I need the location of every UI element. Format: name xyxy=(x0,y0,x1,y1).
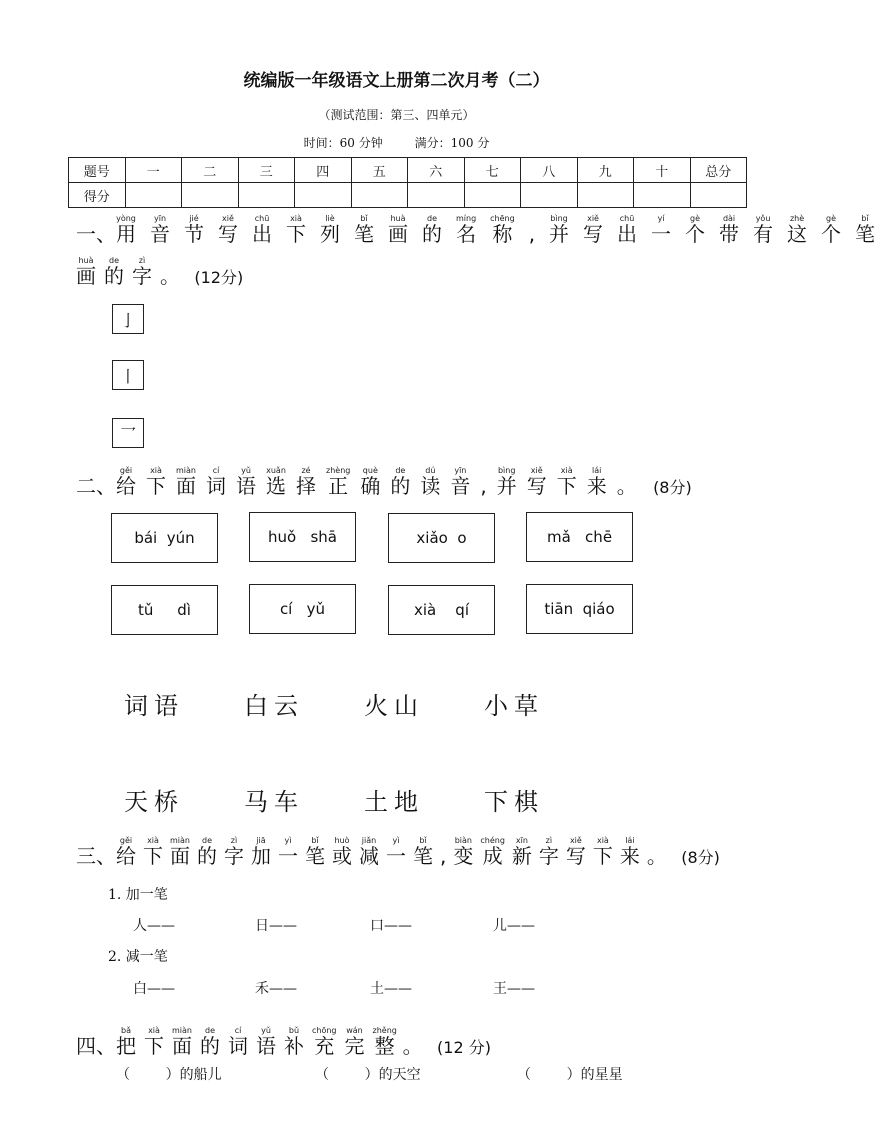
q3-sub-item[interactable]: 白—— xyxy=(133,981,175,997)
q3-add-item[interactable]: 口—— xyxy=(370,918,412,934)
pinyin-annotation: chēng xyxy=(490,214,515,223)
ruby-char: 的de xyxy=(197,836,217,868)
ruby-char: 充chōng xyxy=(312,1026,337,1058)
pinyin-annotation: de xyxy=(200,1026,220,1035)
q3-heading xyxy=(76,836,720,866)
pinyin-annotation: gè xyxy=(821,214,842,223)
q4-item[interactable]: （ ）的星星 xyxy=(517,1067,623,1083)
q4-heading xyxy=(76,1026,491,1056)
pinyin-box[interactable] xyxy=(111,513,218,563)
pinyin-annotation: bìng xyxy=(496,466,517,475)
score-table-score-row xyxy=(69,183,747,208)
pinyin-annotation: yì xyxy=(386,836,406,845)
ruby-char: 给gěi xyxy=(116,466,136,498)
stroke-shugou-icon: 亅 xyxy=(119,310,136,330)
ruby-char: 整zhěng xyxy=(372,1026,397,1058)
pinyin-annotation: gè xyxy=(685,214,706,223)
ruby-char: 画huà xyxy=(388,214,408,246)
ruby-char: 并bìng xyxy=(549,214,570,246)
ruby-char: 补bǔ xyxy=(284,1026,304,1058)
pinyin-annotation: bǎ xyxy=(116,1026,136,1035)
score-table-cell: 总分 xyxy=(690,158,747,183)
pinyin-annotation: bǐ xyxy=(855,214,876,223)
pinyin-text: tǔ dì xyxy=(138,601,191,619)
pinyin-annotation: dú xyxy=(420,466,441,475)
pinyin-annotation: biàn xyxy=(453,836,474,845)
ruby-char: 成chéng xyxy=(480,836,505,868)
score-table-cell: 九 xyxy=(577,158,634,183)
score-table-cell: 五 xyxy=(351,158,408,183)
score-table-cell: 六 xyxy=(408,158,465,183)
stroke-answer-box[interactable] xyxy=(112,304,144,334)
q3-add-item[interactable]: 日—— xyxy=(255,918,297,934)
ruby-char: 词cí xyxy=(206,466,226,498)
q1-points: (12分) xyxy=(194,268,244,287)
ruby-char: 一yí xyxy=(651,214,672,246)
ruby-char: 个gè xyxy=(821,214,842,246)
ruby-char: 音yīn xyxy=(450,466,471,498)
pinyin-annotation: yīn xyxy=(450,466,471,475)
word-item: 马车 xyxy=(244,788,304,816)
pinyin-text: tiān qiáo xyxy=(544,600,615,618)
word-item: 词语 xyxy=(124,692,184,720)
pinyin-annotation: miàn xyxy=(172,1026,192,1035)
score-input-cell[interactable] xyxy=(182,183,239,208)
ruby-char: , xyxy=(528,222,536,246)
ruby-char: 列liè xyxy=(320,214,340,246)
pinyin-annotation: zhěng xyxy=(372,1026,397,1035)
q2-ruby xyxy=(116,466,617,498)
ruby-char: 写xiě xyxy=(583,214,604,246)
pinyin-annotation: yǔ xyxy=(236,466,256,475)
pinyin-box[interactable] xyxy=(388,585,495,635)
q2-word-row-2 xyxy=(124,782,604,817)
pinyin-annotation: lái xyxy=(619,836,640,845)
pinyin-annotation: zì xyxy=(132,256,152,265)
pinyin-annotation: de xyxy=(390,466,411,475)
pinyin-annotation: huà xyxy=(76,256,96,265)
pinyin-annotation: yīn xyxy=(150,214,170,223)
pinyin-annotation: lái xyxy=(586,466,607,475)
ruby-char: 下xià xyxy=(286,214,306,246)
score-table xyxy=(68,157,747,208)
ruby-char: 出chū xyxy=(617,214,638,246)
pinyin-box[interactable] xyxy=(526,512,633,562)
pinyin-box[interactable] xyxy=(526,584,633,634)
pinyin-annotation: gěi xyxy=(116,836,136,845)
pinyin-annotation: zé xyxy=(296,466,316,475)
pinyin-text: bái yún xyxy=(134,529,195,547)
pinyin-annotation: huò xyxy=(332,836,352,845)
pinyin-xiao: xiǎo xyxy=(416,529,448,547)
q3-tail: 。 xyxy=(646,844,667,868)
q1-ruby-line2 xyxy=(76,256,160,288)
pinyin-annotation: jiǎn xyxy=(359,836,379,845)
stroke-answer-box[interactable] xyxy=(112,360,144,390)
q3-points: (8分) xyxy=(681,848,720,867)
score-table-cell: 二 xyxy=(182,158,239,183)
pinyin-annotation: yí xyxy=(651,214,672,223)
pinyin-annotation: xiě xyxy=(583,214,604,223)
pinyin-annotation: bǔ xyxy=(284,1026,304,1035)
q3-sub-item[interactable]: 王—— xyxy=(493,981,535,997)
ruby-char: 一yì xyxy=(386,836,406,868)
stroke-shu-icon: 丨 xyxy=(119,366,136,386)
pinyin-annotation: bǐ xyxy=(305,836,325,845)
ruby-char: 并bìng xyxy=(496,466,517,498)
pinyin-annotation: yì xyxy=(278,836,298,845)
ruby-char: 的de xyxy=(422,214,442,246)
pinyin-annotation: bǐ xyxy=(354,214,374,223)
q1-heading xyxy=(76,214,889,244)
pinyin-annotation: cí xyxy=(228,1026,248,1035)
ruby-char: 字zì xyxy=(538,836,559,868)
ruby-char: 这zhè xyxy=(787,214,808,246)
pinyin-annotation: zhèng xyxy=(326,466,351,475)
score-input-cell[interactable] xyxy=(690,183,747,208)
pinyin-annotation: zì xyxy=(538,836,559,845)
word-item: 火山 xyxy=(364,692,424,720)
ruby-char: 用yòng xyxy=(116,214,136,246)
q1-heading-line2 xyxy=(76,256,243,286)
pinyin-annotation: bǐ xyxy=(413,836,433,845)
word-item: 土地 xyxy=(364,788,424,816)
ruby-char: 写xiě xyxy=(218,214,238,246)
pinyin-annotation: miàn xyxy=(170,836,190,845)
pinyin-annotation: chōng xyxy=(312,1026,337,1035)
ruby-char: 字zì xyxy=(132,256,152,288)
pinyin-annotation: xiě xyxy=(565,836,586,845)
stroke-hengzhe-icon: 乛 xyxy=(119,424,136,444)
score-input-cell[interactable] xyxy=(295,183,352,208)
pinyin-annotation: de xyxy=(197,836,217,845)
ruby-char: 节jié xyxy=(184,214,204,246)
pinyin-annotation: dài xyxy=(719,214,740,223)
pinyin-annotation: xuǎn xyxy=(266,466,286,475)
ruby-char: 画huà xyxy=(76,256,96,288)
score-row-label: 得分 xyxy=(69,183,126,208)
pinyin-annotation: cí xyxy=(206,466,226,475)
ruby-char: 确què xyxy=(360,466,381,498)
pinyin-annotation: yǔ xyxy=(256,1026,276,1035)
pinyin-annotation: xià xyxy=(286,214,306,223)
pinyin-annotation: yòng xyxy=(116,214,136,223)
ruby-char: 的de xyxy=(104,256,124,288)
ruby-char: , xyxy=(440,844,447,868)
pinyin-box[interactable] xyxy=(249,512,356,562)
score-input-cell[interactable] xyxy=(125,183,182,208)
pinyin-annotation: miàn xyxy=(176,466,196,475)
q4-number: 四、 xyxy=(76,1034,116,1058)
q2-points: (8分) xyxy=(653,478,692,497)
test-range: （测试范围：第三、四单元） xyxy=(318,108,475,122)
ruby-char: 择zé xyxy=(296,466,316,498)
pinyin-annotation: xīn xyxy=(511,836,532,845)
ruby-char: 下xià xyxy=(556,466,577,498)
ruby-char: 语yǔ xyxy=(236,466,256,498)
pinyin-annotation: chū xyxy=(617,214,638,223)
pinyin-annotation: zhè xyxy=(787,214,808,223)
score-input-cell[interactable] xyxy=(464,183,521,208)
ruby-char: 完wán xyxy=(344,1026,365,1058)
pinyin-annotation: xià xyxy=(556,466,577,475)
q3-sub-label: 2. 减一笔 xyxy=(108,949,168,965)
ruby-char: 音yīn xyxy=(150,214,170,246)
ruby-char: 加jiā xyxy=(251,836,271,868)
q3-number: 三、 xyxy=(76,844,116,868)
ruby-char: 来lái xyxy=(586,466,607,498)
ruby-char: 有yǒu xyxy=(753,214,774,246)
pinyin-annotation: bìng xyxy=(549,214,570,223)
pinyin-annotation: wán xyxy=(344,1026,365,1035)
pinyin-annotation: xiě xyxy=(218,214,238,223)
ruby-char: 下xià xyxy=(146,466,166,498)
q4-ruby xyxy=(116,1026,403,1058)
pinyin-annotation: xià xyxy=(146,466,166,475)
ruby-char: 笔bǐ xyxy=(354,214,374,246)
ruby-char: 来lái xyxy=(619,836,640,868)
ruby-char: 读dú xyxy=(420,466,441,498)
score-table-cell: 题号 xyxy=(69,158,126,183)
ruby-char: 新xīn xyxy=(511,836,532,868)
pinyin-annotation: zì xyxy=(224,836,244,845)
ruby-char: 出chū xyxy=(252,214,272,246)
ruby-char: 下xià xyxy=(144,1026,164,1058)
pinyin-annotation: xià xyxy=(143,836,163,845)
q3-add-label: 1. 加一笔 xyxy=(108,887,168,903)
word-item: 下棋 xyxy=(484,788,544,816)
exam-full-score: 满分：100 分 xyxy=(414,136,490,150)
q2-number: 二、 xyxy=(76,474,116,498)
pinyin-annotation: míng xyxy=(456,214,477,223)
ruby-char: 正zhèng xyxy=(326,466,351,498)
pinyin-annotation: xiě xyxy=(526,466,547,475)
ruby-char: 把bǎ xyxy=(116,1026,136,1058)
pinyin-annotation: què xyxy=(360,466,381,475)
score-input-cell[interactable] xyxy=(238,183,295,208)
q1-ruby xyxy=(116,214,529,246)
q3-ruby xyxy=(116,836,647,868)
word-item: 小草 xyxy=(484,692,544,720)
score-input-cell[interactable] xyxy=(577,183,634,208)
pinyin-text: huǒ shā xyxy=(267,528,337,546)
ruby-char: 的de xyxy=(390,466,411,498)
pinyin-box[interactable] xyxy=(111,585,218,635)
ruby-char: 或huò xyxy=(332,836,352,868)
ruby-char: 的de xyxy=(200,1026,220,1058)
exam-meta xyxy=(0,134,793,151)
stroke-answer-box[interactable] xyxy=(112,418,144,448)
pinyin-box[interactable] xyxy=(249,584,356,634)
score-table-cell: 十 xyxy=(634,158,691,183)
score-input-cell[interactable] xyxy=(634,183,691,208)
ruby-char: 笔bǐ xyxy=(855,214,876,246)
word-item: 白云 xyxy=(244,692,304,720)
ruby-char: 一yì xyxy=(278,836,298,868)
q3-sub-item[interactable]: 土—— xyxy=(370,981,412,997)
ruby-char: 语yǔ xyxy=(256,1026,276,1058)
score-table-cell: 八 xyxy=(521,158,578,183)
score-input-cell[interactable] xyxy=(408,183,465,208)
ruby-char: 面miàn xyxy=(176,466,196,498)
ruby-char: 给gěi xyxy=(116,836,136,868)
ruby-char: , xyxy=(480,474,487,498)
q2-heading xyxy=(76,466,692,496)
q4-tail: 。 xyxy=(402,1034,423,1058)
ruby-char: 下xià xyxy=(143,836,163,868)
pinyin-text: xiǎo o xyxy=(416,529,467,547)
ruby-char: 减jiǎn xyxy=(359,836,379,868)
score-table-cell: 三 xyxy=(238,158,295,183)
score-input-cell[interactable] xyxy=(521,183,578,208)
pinyin-text: cí yǔ xyxy=(279,600,326,618)
ruby-char: 词cí xyxy=(228,1026,248,1058)
pinyin-annotation: liè xyxy=(320,214,340,223)
q3-add-item[interactable]: 儿—— xyxy=(493,918,535,934)
word-item: 天桥 xyxy=(124,788,184,816)
ruby-char: 下xià xyxy=(592,836,613,868)
ruby-char: 名míng xyxy=(456,214,477,246)
q4-item[interactable]: （ ）的船儿 xyxy=(116,1067,222,1083)
pinyin-text: xià qí xyxy=(414,601,469,619)
ruby-char: 面miàn xyxy=(172,1026,192,1058)
q1-tail: 。 xyxy=(160,264,180,288)
q3-add-item[interactable]: 人—— xyxy=(133,918,175,934)
q3-sub-item[interactable]: 禾—— xyxy=(255,981,297,997)
pinyin-box[interactable] xyxy=(388,513,495,563)
q1-ruby-2 xyxy=(528,214,889,246)
pinyin-annotation: chéng xyxy=(480,836,505,845)
pinyin-annotation: de xyxy=(422,214,442,223)
pinyin-annotation: xià xyxy=(144,1026,164,1035)
ruby-char: 变biàn xyxy=(453,836,474,868)
pinyin-annotation: jié xyxy=(184,214,204,223)
ruby-char: 笔bǐ xyxy=(413,836,433,868)
score-table-cell: 七 xyxy=(464,158,521,183)
pinyin-annotation: de xyxy=(104,256,124,265)
pinyin-text: mǎ chē xyxy=(546,528,613,546)
pinyin-annotation: huà xyxy=(388,214,408,223)
pinyin-annotation: jiā xyxy=(251,836,271,845)
ruby-char: 写xiě xyxy=(565,836,586,868)
q2-word-row-1 xyxy=(124,686,604,721)
page-title: 统编版一年级语文上册第二次月考（二） xyxy=(243,71,550,91)
ruby-char: 称chēng xyxy=(490,214,515,246)
q4-points: (12 分) xyxy=(437,1038,491,1057)
score-input-cell[interactable] xyxy=(351,183,408,208)
ruby-char: 字zì xyxy=(224,836,244,868)
q2-tail: 。 xyxy=(616,474,637,498)
score-table-cell: 四 xyxy=(295,158,352,183)
ruby-char: 个gè xyxy=(685,214,706,246)
ruby-char: 写xiě xyxy=(526,466,547,498)
pinyin-annotation: yǒu xyxy=(753,214,774,223)
pinyin-annotation: xià xyxy=(592,836,613,845)
score-table-cell: 一 xyxy=(125,158,182,183)
score-table-header-row xyxy=(69,158,747,183)
q1-number: 一、 xyxy=(76,222,116,246)
exam-time: 时间：60 分钟 xyxy=(303,136,383,150)
ruby-char: 笔bǐ xyxy=(305,836,325,868)
pinyin-annotation: chū xyxy=(252,214,272,223)
q4-item[interactable]: （ ）的天空 xyxy=(315,1067,421,1083)
ruby-char: 带dài xyxy=(719,214,740,246)
pinyin-annotation: gěi xyxy=(116,466,136,475)
ruby-char: 面miàn xyxy=(170,836,190,868)
ruby-char: 选xuǎn xyxy=(266,466,286,498)
